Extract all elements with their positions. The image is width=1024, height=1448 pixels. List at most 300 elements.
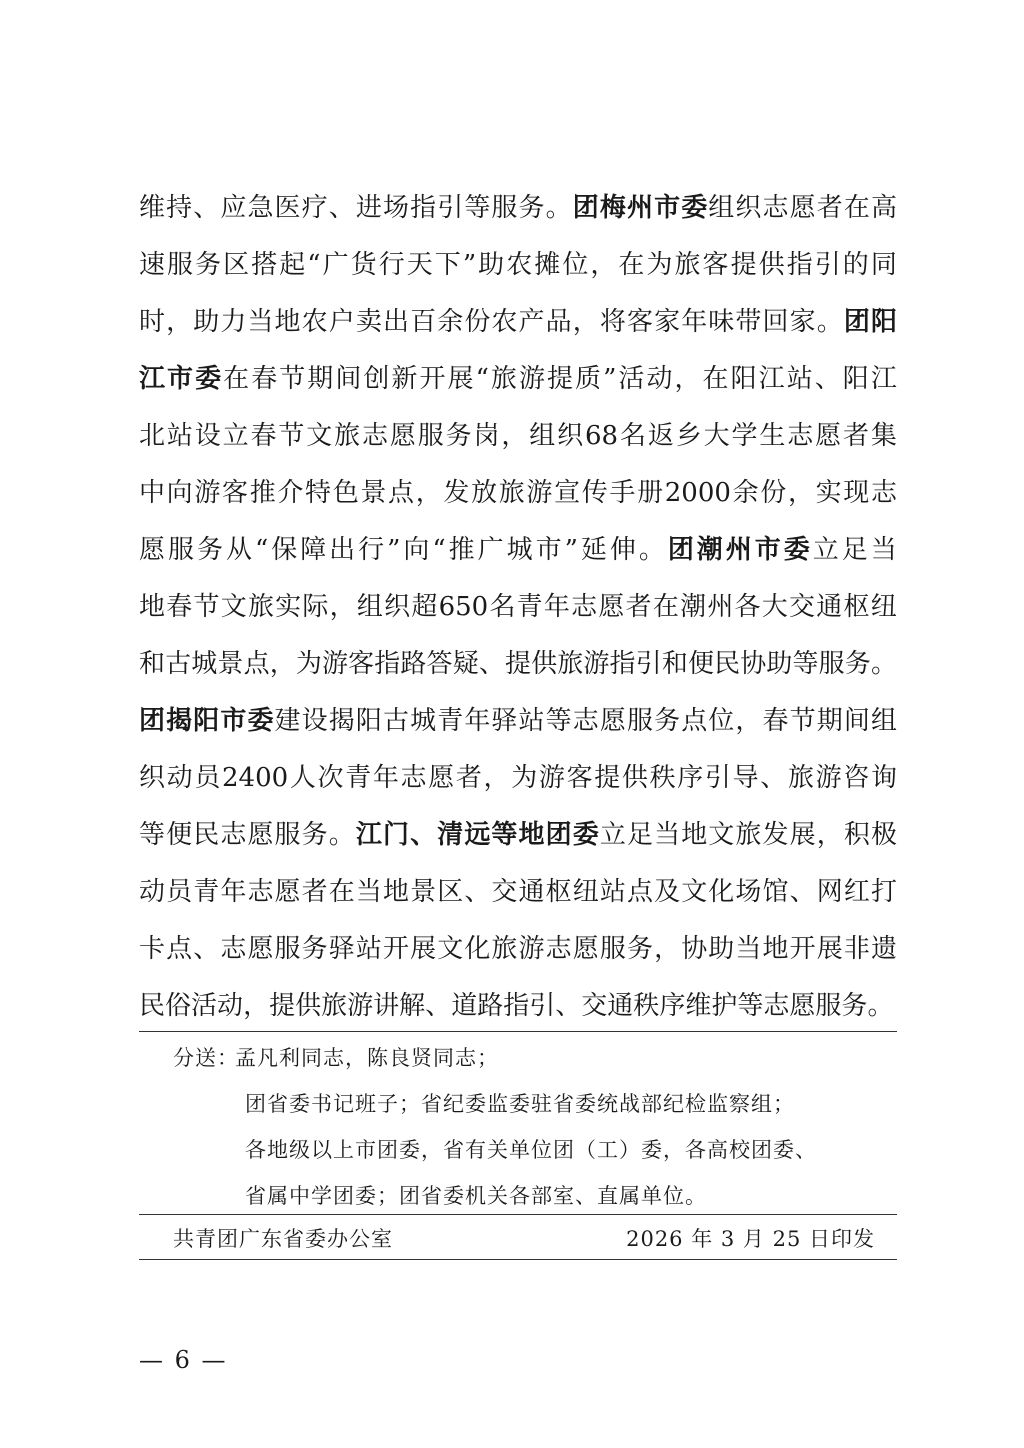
bold-org-char: 团 — [545, 820, 572, 850]
bold-org-char: 地 — [518, 820, 545, 850]
body-char: 打 — [870, 877, 897, 907]
bold-org-char: 、 — [410, 820, 437, 850]
body-char: 游 — [583, 649, 610, 679]
body-char: 愿 — [139, 535, 166, 565]
body-char: 建 — [274, 706, 301, 736]
body-char: 供 — [295, 991, 322, 1021]
body-char: 当 — [870, 535, 897, 565]
body-char: 服 — [818, 649, 845, 679]
distribution-label: 分送： — [173, 1046, 239, 1070]
body-char: 通 — [518, 877, 545, 907]
body-char: 序 — [659, 991, 686, 1021]
body-char: 开 — [382, 934, 409, 964]
body-char: 民 — [139, 991, 166, 1021]
body-char: 新 — [391, 364, 418, 394]
body-char: 阳 — [842, 364, 869, 394]
body-char: 在 — [618, 250, 645, 280]
bold-org-char: 委 — [681, 193, 708, 223]
body-char: 生 — [759, 421, 786, 451]
distribution-list — [139, 1032, 897, 1214]
body-char: 愿 — [274, 877, 301, 907]
body-char: 向 — [166, 478, 193, 508]
body-char: 客 — [348, 649, 375, 679]
body-char: 道 — [451, 991, 478, 1021]
bold-org-char: 团 — [572, 193, 599, 223]
body-char: 在 — [223, 364, 250, 394]
body-char: 动 — [646, 364, 673, 394]
body-char: 交 — [491, 877, 518, 907]
body-char: ” — [462, 250, 477, 280]
body-char: ， — [415, 478, 442, 508]
body-char: 。 — [638, 535, 665, 565]
body-char: 质 — [575, 364, 602, 394]
body-char: 提 — [594, 763, 621, 793]
body-char: 游 — [538, 763, 565, 793]
body-char: 织 — [557, 421, 584, 451]
body-char: 2400 — [222, 763, 289, 793]
body-char: 愿 — [389, 421, 416, 451]
body-char: 同 — [870, 250, 897, 280]
body-char: 各 — [734, 592, 761, 622]
body-char: 讲 — [373, 991, 400, 1021]
body-char: 场 — [382, 193, 409, 223]
body-char: 引 — [704, 763, 731, 793]
body-char: 出 — [382, 307, 409, 337]
body-line — [139, 465, 897, 522]
body-char: 立 — [812, 535, 839, 565]
body-char: 次 — [317, 763, 344, 793]
body-char: 阳 — [730, 364, 757, 394]
body-char: 文 — [306, 421, 333, 451]
body-char: 场 — [735, 877, 762, 907]
body-char: 旅 — [321, 991, 348, 1021]
body-char: 广 — [477, 535, 504, 565]
body-char: 愿 — [598, 592, 625, 622]
body-char: ” — [603, 364, 617, 394]
body-char: 务 — [654, 706, 681, 736]
body-char: 当 — [247, 307, 274, 337]
body-char: 市 — [535, 535, 562, 565]
body-char: 区 — [437, 877, 464, 907]
body-char: ， — [501, 421, 528, 451]
body-char: 纽 — [870, 592, 897, 622]
body-char: 协 — [740, 649, 767, 679]
body-char: 节 — [789, 706, 816, 736]
body-char: 旅 — [491, 934, 518, 964]
body-char: 等 — [545, 706, 572, 736]
body-line — [139, 351, 897, 408]
body-char: 疗 — [301, 193, 328, 223]
body-char: 点 — [388, 478, 415, 508]
body-char: 农 — [301, 307, 328, 337]
body-char: 提 — [269, 991, 296, 1021]
body-char: 大 — [703, 421, 730, 451]
body-char: 余 — [437, 307, 464, 337]
body-line — [139, 693, 897, 750]
body-char: 交 — [581, 991, 608, 1021]
body-char: 旅 — [787, 763, 814, 793]
body-char: 年 — [372, 763, 399, 793]
body-char: 服 — [167, 535, 194, 565]
body-char: ， — [654, 934, 681, 964]
body-char: 、 — [425, 991, 452, 1021]
body-char: 供 — [758, 250, 785, 280]
body-char: 江 — [870, 364, 897, 394]
body-char: 天 — [406, 250, 433, 280]
body-line — [139, 750, 897, 807]
body-char: 立 — [599, 820, 626, 850]
body-char: 在 — [702, 364, 729, 394]
body-char: 行 — [378, 250, 405, 280]
body-line — [139, 294, 897, 351]
body-line — [139, 180, 897, 237]
body-char: 回 — [762, 307, 789, 337]
body-line — [139, 807, 897, 864]
body-char: 足 — [841, 535, 868, 565]
body-char: 伸 — [609, 535, 636, 565]
body-char: 、 — [555, 991, 582, 1021]
body-char: 2000 — [664, 478, 731, 508]
body-char: 民 — [714, 649, 741, 679]
body-char: 指 — [410, 193, 437, 223]
body-char: 旅 — [334, 421, 361, 451]
body-char: 现 — [843, 478, 870, 508]
body-line — [139, 864, 897, 921]
body-char: 味 — [708, 307, 735, 337]
body-char: ， — [816, 820, 843, 850]
body-char: 助 — [193, 307, 220, 337]
body-char: 广 — [322, 250, 349, 280]
body-char: 余 — [732, 478, 759, 508]
body-char: 学 — [731, 421, 758, 451]
body-char: 组 — [708, 193, 735, 223]
bold-org-char: 团 — [843, 307, 870, 337]
body-char: 民 — [193, 820, 220, 850]
body-char: 志 — [220, 934, 247, 964]
body-char: 维 — [685, 991, 712, 1021]
body-char: 春 — [250, 421, 277, 451]
body-char: “ — [475, 364, 489, 394]
body-char: 者 — [816, 193, 843, 223]
body-char: 名 — [619, 421, 646, 451]
bold-org-char: 团 — [667, 535, 694, 565]
body-char: 指 — [374, 649, 401, 679]
body-char: 从 — [225, 535, 252, 565]
bold-org-char: 潮 — [696, 535, 723, 565]
body-char: 、 — [478, 649, 505, 679]
body-char: 力 — [220, 307, 247, 337]
body-char: 网 — [816, 877, 843, 907]
body-char: 导 — [732, 763, 759, 793]
body-char: ， — [590, 250, 617, 280]
body-line — [139, 408, 897, 465]
body-char: 维 — [139, 193, 166, 223]
body-char: 提 — [730, 250, 757, 280]
body-char: 、 — [328, 193, 355, 223]
body-char: 服 — [599, 934, 626, 964]
body-char: 询 — [870, 763, 897, 793]
body-char: 愿 — [815, 421, 842, 451]
body-char: 。 — [870, 649, 897, 679]
body-char: ” — [387, 535, 401, 565]
bold-org-char: 州 — [725, 535, 752, 565]
body-char: 站 — [786, 364, 813, 394]
body-char: ， — [269, 649, 296, 679]
body-char: 游 — [526, 478, 553, 508]
body-char: 志 — [400, 763, 427, 793]
body-char: 化 — [464, 934, 491, 964]
distribution-line-4: 省属中学团委；团省委机关各部室、直属单位。 — [245, 1184, 707, 1208]
body-char: 地 — [382, 877, 409, 907]
body-char: 志 — [362, 421, 389, 451]
body-char: 客 — [702, 250, 729, 280]
bold-org-char: 门 — [382, 820, 409, 850]
body-char: 年 — [220, 877, 247, 907]
body-char: 位 — [562, 250, 589, 280]
body-char: 展 — [789, 820, 816, 850]
body-char: 障 — [300, 535, 327, 565]
body-char: 份 — [760, 478, 787, 508]
body-char: 城 — [506, 535, 533, 565]
body-char: 非 — [843, 934, 870, 964]
body-char: 志 — [220, 820, 247, 850]
body-char: 摊 — [534, 250, 561, 280]
body-char: 游 — [194, 478, 221, 508]
body-char: 立 — [222, 421, 249, 451]
body-char: 文 — [437, 934, 464, 964]
body-char: 册 — [637, 478, 664, 508]
bottom-rule — [139, 1259, 897, 1260]
body-char: 指 — [503, 991, 530, 1021]
body-char: 品 — [545, 307, 572, 337]
body-char: 68 — [585, 421, 619, 451]
body-char: 客 — [566, 763, 593, 793]
bold-org-char: 远 — [464, 820, 491, 850]
body-char: 站 — [355, 934, 382, 964]
body-char: 推 — [448, 535, 475, 565]
body-char: ， — [674, 364, 701, 394]
body-char: 提 — [504, 649, 531, 679]
body-char: 城 — [191, 649, 218, 679]
body-char: “ — [432, 535, 446, 565]
body-char: 650 — [438, 592, 489, 622]
body-char: 服 — [274, 820, 301, 850]
body-char: 进 — [355, 193, 382, 223]
body-char: 纽 — [572, 877, 599, 907]
body-char: 足 — [626, 820, 653, 850]
body-char: 旅 — [498, 478, 525, 508]
body-char: 服 — [274, 934, 301, 964]
body-char: 青 — [516, 592, 543, 622]
bold-org-char: 清 — [437, 820, 464, 850]
body-char: 者 — [625, 592, 652, 622]
body-char: 、 — [789, 877, 816, 907]
body-char: 、 — [814, 364, 841, 394]
bold-org-char: 阳 — [870, 307, 897, 337]
issue-date: 2026 年 3 月 25 日印发 — [626, 1227, 875, 1251]
body-char: 红 — [843, 877, 870, 907]
body-char: 文 — [220, 592, 247, 622]
body-char: 青 — [345, 763, 372, 793]
body-line — [139, 921, 897, 978]
body-line — [139, 522, 897, 579]
body-char: 下 — [434, 250, 461, 280]
body-char: 当 — [654, 820, 681, 850]
body-char: 客 — [222, 478, 249, 508]
body-char: 愿 — [789, 991, 816, 1021]
body-char: 俗 — [165, 991, 192, 1021]
body-char: 协 — [681, 934, 708, 964]
body-char: 文 — [708, 820, 735, 850]
body-char: 向 — [403, 535, 430, 565]
body-char: 当 — [735, 934, 762, 964]
body-char: 务 — [844, 649, 871, 679]
body-char: 愿 — [599, 706, 626, 736]
body-char: 助 — [478, 250, 505, 280]
body-char: 实 — [815, 478, 842, 508]
bold-org-char: 委 — [783, 535, 810, 565]
body-char: 实 — [275, 592, 302, 622]
body-char: 返 — [647, 421, 674, 451]
body-char: 年 — [681, 307, 708, 337]
body-char: 客 — [626, 307, 653, 337]
body-char: 游 — [815, 763, 842, 793]
body-char: 供 — [621, 763, 648, 793]
body-char: 、 — [760, 763, 787, 793]
body-char: 服 — [417, 421, 444, 451]
body-char: 和 — [139, 649, 166, 679]
body-char: 年 — [543, 592, 570, 622]
body-char: 景 — [410, 877, 437, 907]
body-char: 织 — [384, 592, 411, 622]
body-char: 驿 — [491, 706, 518, 736]
body-char: ， — [787, 478, 814, 508]
body-char: 在 — [328, 877, 355, 907]
body-char: 带 — [735, 307, 762, 337]
body-char: 点 — [626, 877, 653, 907]
body-char: 起 — [279, 250, 306, 280]
body-char: 。 — [816, 307, 843, 337]
body-char: 序 — [677, 763, 704, 793]
body-char: 志 — [247, 877, 274, 907]
body-char: 务 — [196, 535, 223, 565]
body-char: 宣 — [554, 478, 581, 508]
body-char: 阳 — [355, 706, 382, 736]
body-char: 人 — [289, 763, 316, 793]
body-char: 放 — [471, 478, 498, 508]
body-char: 引 — [814, 250, 841, 280]
body-char: 为 — [646, 250, 673, 280]
body-char: ， — [329, 592, 356, 622]
body-char: 急 — [247, 193, 274, 223]
body-char: 驿 — [328, 934, 355, 964]
body-char: 务 — [626, 934, 653, 964]
body-line — [139, 978, 897, 1035]
bold-org-char: 委 — [572, 820, 599, 850]
body-char: 卖 — [355, 307, 382, 337]
body-char: 展 — [816, 934, 843, 964]
body-char: 高 — [870, 193, 897, 223]
body-char: 志 — [572, 706, 599, 736]
body-char: 保 — [271, 535, 298, 565]
body-char: 枢 — [843, 592, 870, 622]
body-char: 点 — [243, 649, 270, 679]
body-char: ， — [166, 307, 193, 337]
body-char: 员 — [194, 763, 221, 793]
body-char: 等 — [737, 991, 764, 1021]
body-char: 间 — [335, 364, 362, 394]
body-char: 间 — [843, 706, 870, 736]
body-char: 介 — [277, 478, 304, 508]
body-char: 。 — [545, 193, 572, 223]
body-char: 节 — [279, 364, 306, 394]
bold-org-char: 市 — [220, 706, 247, 736]
body-char: 节 — [193, 592, 220, 622]
body-char: 景 — [360, 478, 387, 508]
body-char: 动 — [139, 877, 166, 907]
body-char: 传 — [581, 478, 608, 508]
body-char: 开 — [419, 364, 446, 394]
bold-org-char: 市 — [167, 364, 194, 394]
body-char: 岗 — [473, 421, 500, 451]
bold-org-char: 委 — [195, 364, 222, 394]
body-char: 位 — [708, 706, 735, 736]
body-char: 馆 — [762, 877, 789, 907]
body-char: 指 — [609, 649, 636, 679]
body-char: 站 — [166, 421, 193, 451]
body-char: ， — [243, 991, 270, 1021]
bold-org-char: 委 — [247, 706, 274, 736]
body-char: 员 — [166, 877, 193, 907]
body-char: 、 — [193, 193, 220, 223]
body-char: 色 — [332, 478, 359, 508]
body-char: 设 — [194, 421, 221, 451]
body-char: 发 — [762, 820, 789, 850]
body-char: ， — [483, 763, 510, 793]
body-char: 志 — [545, 934, 572, 964]
body-char: 古 — [382, 706, 409, 736]
body-char: “ — [254, 535, 269, 565]
body-char: 城 — [410, 706, 437, 736]
body-char: 设 — [301, 706, 328, 736]
body-char: 卡 — [139, 934, 166, 964]
body-char: 服 — [167, 250, 194, 280]
body-char: 推 — [249, 478, 276, 508]
body-char: 发 — [443, 478, 470, 508]
bold-org-char: 市 — [654, 193, 681, 223]
body-char: 地 — [681, 820, 708, 850]
body-char: 景 — [217, 649, 244, 679]
body-char: 秩 — [633, 991, 660, 1021]
body-char: 点 — [681, 706, 708, 736]
body-char: 期 — [816, 706, 843, 736]
body-char: 际 — [302, 592, 329, 622]
body-char: 大 — [761, 592, 788, 622]
body-char: 务 — [445, 421, 472, 451]
body-line — [139, 636, 897, 693]
body-char: 愿 — [428, 763, 455, 793]
body-char: 出 — [329, 535, 356, 565]
body-char: 当 — [355, 877, 382, 907]
bold-org-char: 市 — [754, 535, 781, 565]
body-char: 遗 — [870, 934, 897, 964]
body-char: 路 — [477, 991, 504, 1021]
body-char: 务 — [841, 991, 868, 1021]
body-char: 动 — [217, 991, 244, 1021]
body-char: 游 — [347, 991, 374, 1021]
body-char: 组 — [356, 592, 383, 622]
body-char: 志 — [571, 592, 598, 622]
